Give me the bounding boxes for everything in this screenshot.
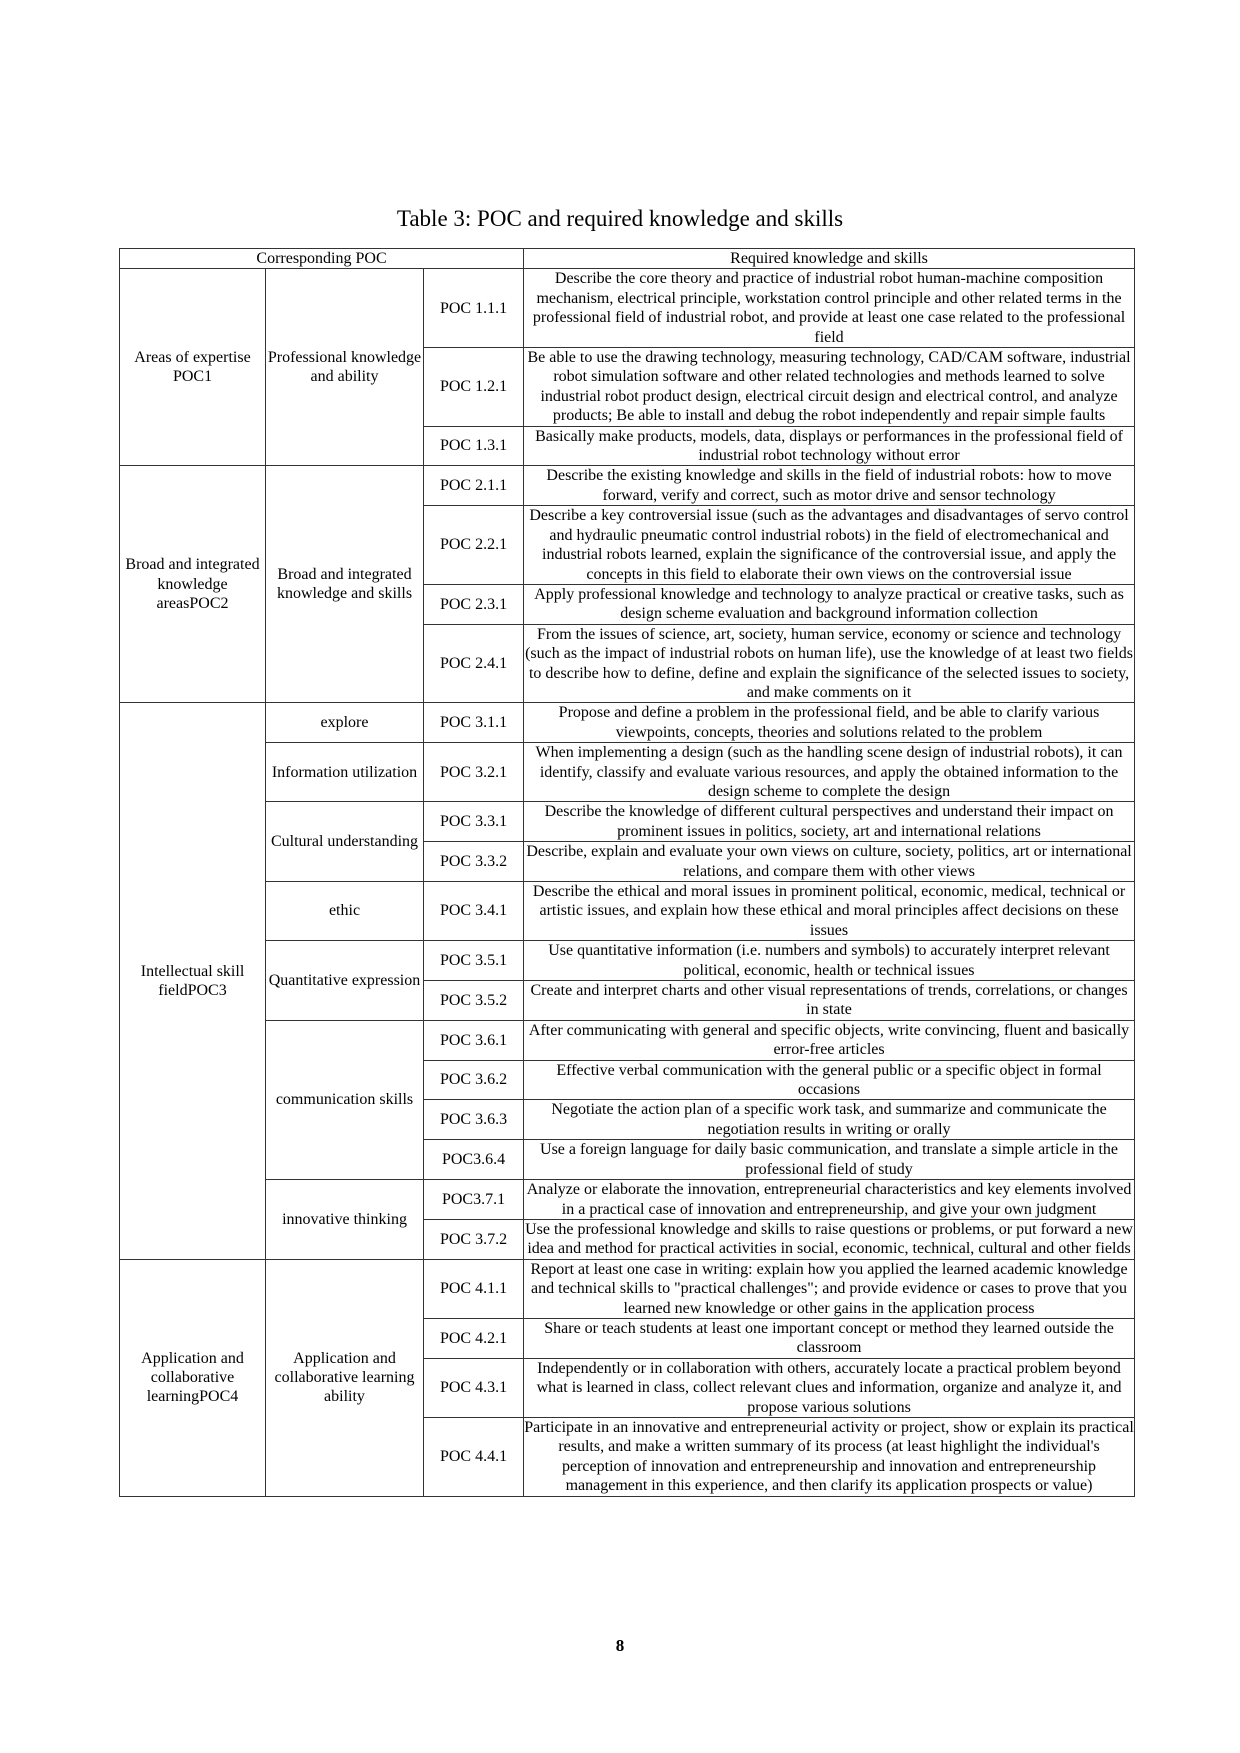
skills-cell: Be able to use the drawing technology, measuring technology, CAD/CAM software, industrial robot simulation software and other related technologies and methods learned to solve industrial robot product design, electrical circuit design and electrical control, and analyze products; Be able to install and debug the robot independently and repair simple faults xyxy=(524,348,1135,427)
table-row xyxy=(120,466,1135,506)
skills-cell: From the issues of science, art, society, human service, economy or science and technology (such as the impact of industrial robots on human life), use the knowledge of at least two fields to describe how to define, define and explain the significance of the selected issues to society, and make comments on it xyxy=(525,625,1133,701)
area-cell: Intellectual skill fieldPOC3 xyxy=(120,703,266,1259)
subgroup-cell: Information utilization xyxy=(266,743,424,802)
skills-cell: Independently or in collaboration with others, accurately locate a practical problem beyond what is learned in class, collect relevant clues and information, organize and analyze it, and propose various solutions xyxy=(524,1358,1135,1417)
poc-code-cell: POC 3.6.1 xyxy=(424,1020,524,1060)
skills-cell: Share or teach students at least one important concept or method they learned outside the classroom xyxy=(524,1318,1135,1358)
table-header-row xyxy=(120,249,1135,269)
skills-cell: Basically make products, models, data, displays or performances in the professional field of industrial robot technology without error xyxy=(524,426,1135,466)
poc-code-cell: POC 4.3.1 xyxy=(424,1358,524,1417)
skills-cell: Participate in an innovative and entrepreneurial activity or project, show or explain its practical results, and make a written summary of its process (at least highlight the individual's perception of innovation and entrepreneurship and innovation and entrepreneurship management in this experience, and then clarify its application prospects or value) xyxy=(524,1418,1134,1495)
poc-code-cell: POC 3.3.2 xyxy=(424,842,524,882)
poc-code-cell: POC 3.6.2 xyxy=(424,1060,524,1100)
table-row xyxy=(120,269,1135,348)
subgroup-cell: Application and collaborative learning ability xyxy=(266,1259,424,1496)
table-row xyxy=(120,743,1135,802)
table-row xyxy=(120,882,1135,941)
skills-cell: Describe the knowledge of different cultural perspectives and understand their impact on prominent issues in politics, society, art and international relations xyxy=(524,802,1135,842)
subgroup-cell: communication skills xyxy=(266,1020,424,1179)
poc-code-cell: POC 1.3.1 xyxy=(424,426,524,466)
skills-cell: Use the professional knowledge and skills to raise questions or problems, or put forward a new idea and method for practical activities in social, economic, technical, cultural and other fields xyxy=(525,1220,1133,1258)
skills-cell: Propose and define a problem in the professional field, and be able to clarify various viewpoints, concepts, theories and solutions related to the problem xyxy=(524,703,1135,743)
page-number: 8 xyxy=(615,1636,625,1655)
poc-code-cell: POC 2.4.1 xyxy=(424,624,524,703)
poc-code-cell: POC 4.2.1 xyxy=(424,1318,524,1358)
skills-cell: Describe the existing knowledge and skills in the field of industrial robots: how to move forward, verify and correct, such as motor drive and sensor technology xyxy=(524,466,1135,506)
subgroup-cell: explore xyxy=(266,703,424,743)
skills-cell: Report at least one case in writing: explain how you applied the learned academic knowledge and technical skills to "practical challenges"; and provide evidence or cases to prove that you learned new knowledge or other gains in the application process xyxy=(524,1259,1135,1318)
poc-code-cell: POC 3.5.1 xyxy=(424,941,524,981)
poc-code-cell: POC 3.1.1 xyxy=(424,703,524,743)
table-row xyxy=(120,1180,1135,1220)
poc-code-cell: POC 3.2.1 xyxy=(424,743,524,802)
skills-cell: When implementing a design (such as the handling scene design of industrial robots), it can identify, classify and evaluate various resources, and apply the obtained information to the design scheme to complete the design xyxy=(524,743,1135,802)
poc-code-cell: POC 4.4.1 xyxy=(424,1417,524,1496)
subgroup-cell: innovative thinking xyxy=(266,1180,424,1260)
poc-code-cell: POC 1.2.1 xyxy=(424,348,524,427)
poc-code-cell: POC 2.1.1 xyxy=(424,466,524,506)
table-row xyxy=(120,1259,1135,1318)
poc-table xyxy=(119,248,1135,1497)
skills-cell: Describe the ethical and moral issues in prominent political, economic, medical, technical or artistic issues, and explain how these ethical and moral principles affect decisions on these issues xyxy=(524,882,1135,941)
skills-cell: Describe, explain and evaluate your own views on culture, society, politics, art or international relations, and compare them with other views xyxy=(524,842,1135,882)
table-row xyxy=(120,703,1135,743)
skills-cell: Effective verbal communication with the general public or a specific object in formal occasions xyxy=(524,1060,1135,1100)
poc-code-cell: POC 3.6.3 xyxy=(424,1100,524,1140)
poc-code-cell: POC 3.7.2 xyxy=(424,1219,524,1259)
poc-code-cell: POC 2.3.1 xyxy=(424,584,524,624)
table-row xyxy=(120,802,1135,842)
subgroup-cell: Quantitative expression xyxy=(266,941,424,1021)
skills-cell: Negotiate the action plan of a specific work task, and summarize and communicate the negotiation results in writing or orally xyxy=(524,1100,1135,1140)
subgroup-cell: Cultural understanding xyxy=(266,802,424,882)
skills-cell: Apply professional knowledge and technology to analyze practical or creative tasks, such as design scheme evaluation and background information collection xyxy=(524,584,1135,624)
skills-cell: After communicating with general and specific objects, write convincing, fluent and basically error-free articles xyxy=(524,1020,1135,1060)
area-cell: Application and collaborative learningPOC4 xyxy=(120,1259,266,1496)
subgroup-cell: ethic xyxy=(266,882,424,941)
table-title: Table 3: POC and required knowledge and skills xyxy=(396,206,844,231)
poc-code-cell: POC3.7.1 xyxy=(424,1180,524,1220)
poc-code-cell: POC 1.1.1 xyxy=(424,269,524,348)
table-row xyxy=(120,1020,1135,1060)
poc-code-cell: POC 2.2.1 xyxy=(424,506,524,585)
subgroup-cell: Broad and integrated knowledge and skills xyxy=(266,466,424,703)
poc-code-cell: POC 4.1.1 xyxy=(424,1259,524,1318)
poc-code-cell: POC 3.5.2 xyxy=(424,981,524,1021)
area-cell: Areas of expertise POC1 xyxy=(120,269,266,466)
skills-cell: Describe a key controversial issue (such as the advantages and disadvantages of servo control and hydraulic pneumatic control industrial robots) in the field of electromechanical and industrial robots learned, explain the significance of the controversial issue, and apply the concepts in this field to elaborate their own views on the controversial issue xyxy=(524,506,1135,585)
table-row xyxy=(120,941,1135,981)
skills-cell: Use a foreign language for daily basic communication, and translate a simple article in the professional field of study xyxy=(524,1140,1135,1180)
area-cell: Broad and integrated knowledge areasPOC2 xyxy=(120,466,266,703)
skills-cell: Use quantitative information (i.e. numbers and symbols) to accurately interpret relevant political, economic, health or technical issues xyxy=(524,941,1135,981)
skills-cell: Describe the core theory and practice of industrial robot human-machine composition mechanism, electrical principle, workstation control principle and other related terms in the professional field of industrial robot, and provide at least one case related to the professional field xyxy=(524,269,1135,348)
skills-cell: Analyze or elaborate the innovation, entrepreneurial characteristics and key elements involved in a practical case of innovation and entrepreneurship, and give your own judgment xyxy=(524,1180,1135,1220)
poc-code-cell: POC3.6.4 xyxy=(424,1140,524,1180)
header-required-skills: Required knowledge and skills xyxy=(524,249,1135,269)
poc-code-cell: POC 3.3.1 xyxy=(424,802,524,842)
skills-cell: Create and interpret charts and other visual representations of trends, correlations, or changes in state xyxy=(524,981,1135,1021)
header-corresponding-poc: Corresponding POC xyxy=(120,249,524,269)
subgroup-cell: Professional knowledge and ability xyxy=(266,269,424,466)
poc-code-cell: POC 3.4.1 xyxy=(424,882,524,941)
